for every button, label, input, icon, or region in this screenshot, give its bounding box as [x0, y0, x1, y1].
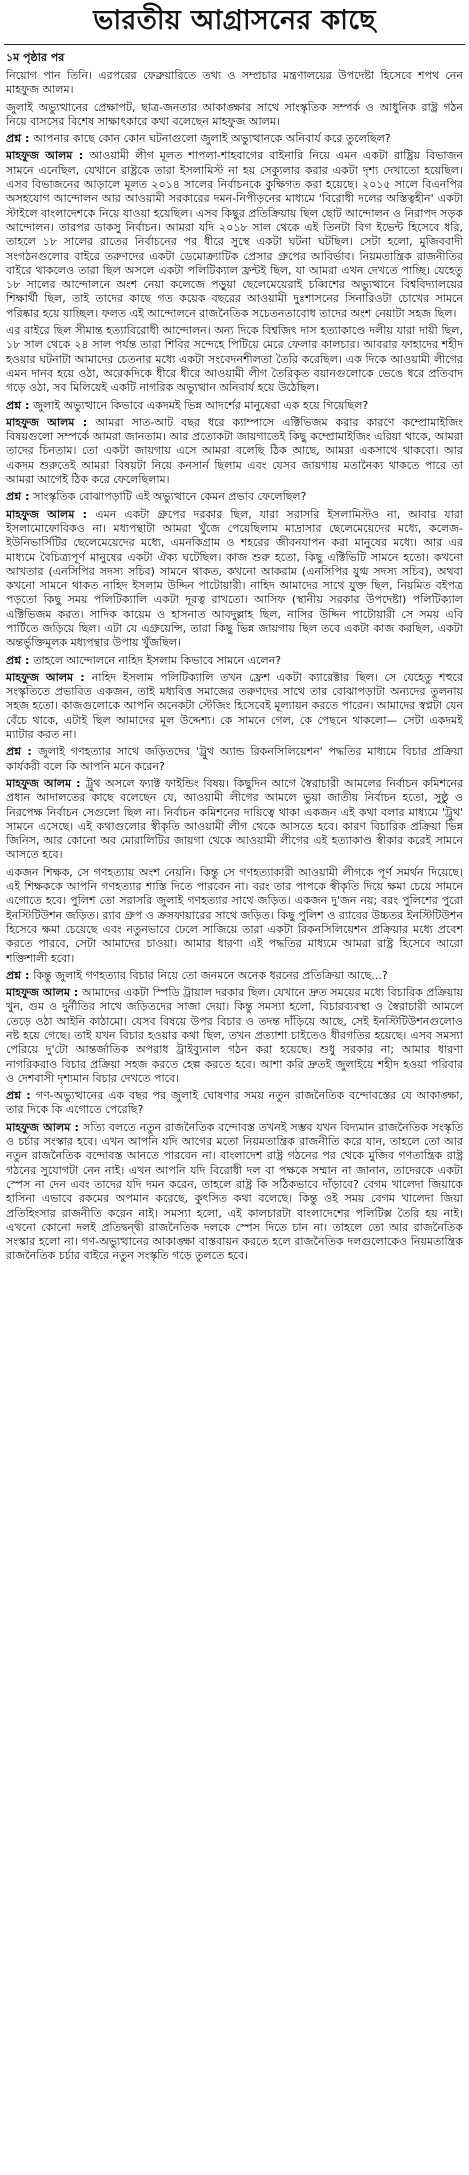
question-4	[6, 654, 463, 668]
answer-1-1	[6, 149, 463, 321]
answer-text: একজন শিক্ষক, সে গণহত্যায় অংশ নেয়নি। কিন্তু সে গণহত্যাকারী আওয়ামী লীগকে পূর্ণ সমর্থন দিয়েছে। এই শিক্ষককে আপনি গণহত্যার শাস্তি দিতে পারবেন না। বরং তার পাপকে স্বীকৃতি দিয়ে ক্ষমা চেয়ে সামনে এগোতে হবে। পুলিশ তো সরাসরি জুলাই গণহত্যার সাথে জড়িত। একজন দু'জন নয়; বরং পুলিশের পুরো ইনস্টিটিউশন জড়িত। র‍্যাব গ্রুপ ও ক্রসফায়ারের সাথে জড়িত। কিছু পুলিশ ও র‍্যাবের উচ্চতর ইনস্টিটিউশন হিসেবে ক্ষমা চেয়েছে এবং নতুনভাবে ঢেলে সাজিয়ে তারা একটা রিকনসিলিয়েশন প্রক্রিয়ার মধ্যে প্রবেশ করতে পারবে, সেটা আমাদের চাওয়া। আমার ধারণা এই পদ্ধতির মাধ্যমে আমরা রাষ্ট্র হিসেবে আরো শক্তিশালী হবো।	[6, 865, 463, 965]
answer-text: আমাদের একটা স্পিডি ট্রায়াল দরকার ছিল। যেখানে দ্রুত সময়ের মধ্যে বিচারিক প্রক্রিয়ায় খুন, গুম ও দুর্নীতির সাথে জড়িতদের সাজা দেয়া। কিন্তু সমস্যা হলো, বিচারব্যবস্থা ও স্বৈরাচারী আমলে তেড়ে ওঠা আইনি কাঠামো। যেসব বিষয়ে উপর বিচার ও তদন্ত দাঁড়িয়ে আছে, সেই ইনস্টিটিউশনগুলোও নষ্ট হয়ে গেছে। তাই যখন বিচার হওয়ার কথা ছিল, তখন প্রত্যাশা চাইতেও ধীরগতির হয়েছে। এসব সমস্যা পেরিয়ে দু'টো আন্তর্জাতিক অপরাধ ট্রাইব্যুনাল গঠন করা হয়েছে। শুধু সরকার না; আমার ধারণা নাগরিকরাও বিচার প্রক্রিয়া সহজ করতে হেল্প করতে হবে। আশা করি দ্রুতই জুলাইয়ে শহীদ হওয়া পরিবার ও দেশবাসী দৃশ্যমান বিচার দেখতে পাবে।	[6, 986, 463, 1085]
question-text: সাংস্কৃতিক বোঝাপড়াটি এই অভ্যুত্থানে কেমন প্রভাব ফেলেছিল?	[33, 490, 307, 504]
question-text: গণ-অভ্যুত্থানের এক বছর পর জুলাই ঘোষণার সময় নতুন রাজনৈতিক বন্দোবস্তের যে আকাঙ্ক্ষা, তার দিকে কি এগোতে পেরেছি?	[6, 1089, 463, 1117]
question-text: তাহলে আন্দোলনে নাহিদ ইসলাম কিভাবে সামনে এলেন?	[33, 653, 282, 667]
answer-6-1	[6, 986, 463, 1086]
question-label: প্রশ্ন :	[6, 653, 34, 667]
answer-label: মাহফুজ আলম :	[6, 1120, 84, 1134]
headline: ভারতীয় আগ্রাসনের কাছে	[93, 4, 376, 36]
intro-paragraph: নিয়োগ পান তিনি। এরপরের ফেব্রুয়ারিতে তথ্য ও সম্প্রচার মন্ত্রণালয়ের উপদেষ্টা হিসেবে শপথ নেন মাহফুজ আলম।	[6, 69, 463, 97]
question-label: প্রশ্ন :	[6, 132, 34, 146]
question-text: জুলাই গণহত্যার সাথে জড়িতদের 'ট্রুথ অ্যান্ড রিকনসিলিয়েশন' পদ্ধতির মাধ্যমে বিচার প্রক্রিয়া কার্যকরী বলে কি আপনি মনে করেন?	[6, 745, 463, 773]
answer-label: মাহফুজ আলম :	[6, 776, 86, 790]
answer-5-2	[6, 866, 463, 966]
interview-qa	[6, 132, 463, 1264]
answer-label: মাহফুজ আলম :	[6, 986, 82, 1000]
answer-label: মাহফুজ আলম :	[6, 415, 96, 429]
article-body	[0, 45, 469, 1264]
question-3	[6, 490, 463, 504]
answer-text: আমরা সাত-আট বছর ধরে ক্যাম্পাসে এক্টিভিজম করার কারণে কম্প্রোমাইজিং বিষয়গুলো সম্পর্কে আমরা জানতাম। আর প্রত্যেকটা জায়গাতেই কিছু কম্প্রোমাইজিং এরিয়া থাকে, আমরা তাদের চিনতাম। তো একটা জায়গায় এসে আমরা বলেছি ঠিক আছে, আমরা একসাথে থাকবো। আর একদম শুরুতেই আমরা বিষয়টা নিয়ে কনসার্ন ছিলাম এবং যেসব জায়গায় মতানৈক্য থাকতে পারে তা আমরা আগেই ঠিক করে ফেলেছিলাম।	[6, 415, 464, 487]
answer-3-1	[6, 508, 463, 651]
question-text: জুলাই অভ্যুত্থানে কিভাবে একদমই ভিন্ন আদর্শের মানুষেরা এক হয়ে গিয়েছিল?	[33, 398, 369, 412]
answer-label: মাহফুজ আলম :	[6, 507, 96, 521]
answer-7-1	[6, 1121, 463, 1264]
answer-1-2	[6, 324, 463, 395]
answer-label: মাহফুজ আলম :	[6, 149, 90, 163]
answer-4-1	[6, 671, 463, 742]
question-label: প্রশ্ন :	[6, 968, 34, 982]
answer-text: আওয়ামী লীগ মূলত শাপলা-শাহবাগের বাইনারি নিয়ে এমন একটা রাষ্ট্রিয় বিভাজন সামনে এনেছিল, যেখানে রাষ্ট্রকে তারা ইসলামিস্ট না হয় সেক্যুলার করার একটা দৃশ্য দেখাতো হয়েছিল। এসব বিভাজনের আড়ালে মূলত ২০১৪ সালের নির্বাচনকে কুক্ষিগত করা হয়েছে। ২০১৫ সালে বিএনপির অসহযোগ আন্দোলন আর আওয়ামী সরকারের দমন-নিপীড়নের মাধ্যমে 'বিরোধী দলের অস্তিত্বহীন' একটা স্টাইলে বাংলাদেশকে নিয়ে যাওয়া হয়েছিল। এসব কিছুর প্রতিক্রিয়ায় ছিল ছোট আন্দোলন ও নিরাপদ সড়ক আন্দোলন। তারপর ডাকসু নির্বাচন। আমরা যদি ২০১৮ সাল থেকে এই তিনটা বিগ ইভেন্ট হিসেবে ধরি, তাহলে ১৮ সালের রাতের নির্বাচনের পর ধীরে সুস্থে একটা ঘটনা ঘটছিল। সেটা হলো, মুজিববাদী সংগঠনগুলোর বাইরে তরুণদের একটা ডেমোক্র্যাটিক প্রেসার গ্রুপের আবির্ভাব। নিয়মতান্ত্রিক রাজনীতির বাইরে থাকলেও তারা ছিল অসলে একটা পলিটিক্যাল ফ্রন্টই ছিল, যা আমরা এখন দেখতে পাচ্ছি। যেহেতু ১৮ সালের আন্দোলনে অংশ নেয়া কলেজে পড়ুয়া ছেলেমেয়েরাই চব্বিশের অভ্যুত্থানে বিশ্ববিদ্যালয়ের শিক্ষার্থী ছিল, তাই তাদের কাছে গত কয়েক বছরের আওয়ামী দুঃশাসনের সিনারিওটা চোখের সামনে পরিষ্কার হয়ে যাচ্ছিল। ফলত এই আন্দোলনে রাজনৈতিক সচেতনতাবোধ তাদের অংশ নেয়াটা সহজ ছিল।	[6, 149, 463, 320]
question-text: আপনার কাছে কোন কোন ঘটনাগুলো জুলাই অভ্যুত্থানকে অনিবার্য করে তুলেছিল?	[33, 132, 391, 146]
question-1	[6, 132, 463, 146]
answer-label: মাহফুজ আলম :	[6, 670, 92, 684]
question-5	[6, 745, 463, 774]
answer-5-1	[6, 777, 463, 863]
question-7	[6, 1089, 463, 1118]
question-label: প্রশ্ন :	[6, 490, 34, 504]
answer-text: এমন একটা গ্রুপের দরকার ছিল, যারা সরাসরি ইসলামিস্টও না, আবার যারা ইসলামোফোবিকও না। মধ্যপন্থাটা আমরা খুঁজে পেয়েছিলাম মাদ্রাসার ছেলেমেয়েদের মধ্যে, কলেজ-ইউনিভার্সিটির ছেলেমেয়েদের মধ্যে, এমনকিগ্রাম ও শহরের জীবনযাপন করা মানুষের মধ্যে। আর এর মাধ্যমে বৈচিত্র্যপূর্ণ মানুষের একটা ঐক্য ঘটেছিল। কাজ শুরু হতো, কিছু এক্টিভিটি সামনে হতো। কখনো আখতার (এনসিপির সদস্য সচিব) সামনে থাকত, কখনো আকরাম (এনসিপির যুগ্ম সদস্য সচিব), অথবা কখনো সামনে থাকত নাহিদ ইসলাম উদ্দিন পাটোয়ারী। নাহিদ আমাদের সাথে যুক্ত ছিল, নিয়মিত বইপত্র পড়তো কিছু সময় পলিটিক্যালি একটা দূরত্ব রাখতো। আসিফ (স্থানীয় সরকার উপদেষ্টা) পলিটিক্যাল এক্টিভিজম করত। সাদিক কায়েম ও হাসনাত আবদুল্লাহ ছিল, নাসির উদ্দিন পাটোয়ারী সে সময় এবি পার্টিতে জড়িয়ে ছিল। এটা যে এগ্রুয়েন্সি, তারা কিছু ভিন্ন জায়গায় ছিল তবে একটা কাজ করছিল, একটা অন্তর্ভুক্তিমূলক মধ্যপন্থার উপায় খুঁজছিল।	[6, 507, 464, 650]
answer-2-1	[6, 416, 463, 487]
question-label: প্রশ্ন :	[6, 745, 38, 759]
answer-text: সত্যি বলতে নতুন রাজনৈতিক বন্দোবস্ত তখনই সম্ভব যখন বিদ্যমান রাজনৈতিক সংস্কৃতি ও চর্চার সংস্কার হবে। এখন আপনি যদি আগের মতো নিয়মতান্ত্রিক রাজনীতি করে যান, তাহলে তো আর নতুন রাজনৈতিক বন্দোবস্ত আনতে পারবেন না। বাংলাদেশ রাষ্ট্র গঠনের পর থেকে মুজিব গণতান্ত্রিক রাষ্ট্র গঠনের সুযোগটা নেন নাই। এখন আপনি যদি বিরোধী দল বা পক্ষকে সম্মান না জানান, তাদেরকে একটা স্পেস না দেন এবং তাদের যদি দমন করেন, তাহলে রাষ্ট্র কি সঠিকভাবে দাঁড়াবে? বেগম খালেদা জিয়াকে হাসিনা এভাবে রকমের অপমান করেছে, কুৎসিত কথা বলেছে। কিন্তু ওই সময় বেগম খালেদা জিয়া প্রতিহিংসার রাজনীতি করেন নাই। সমস্যা হলো, এই কালচারটা বাংলাদেশের পলিটিক্স তৈরি হয় নাই। এখনো কোনো দলই প্রতিদ্বন্দ্বী রাজনৈতিক দলকে স্পেস দিতে চান না। তাহলে তো আর রাজনৈতিক সংস্কার হলো না। গণ-অভ্যুত্থানের আকাঙ্ক্ষা বাস্তবায়ন করতে হলে রাজনৈতিক দলগুলোকেও নিয়মতান্ত্রিক রাজনৈতিক চর্চার বাইরে নতুন সংস্কৃতি গড়ে তুলতে হবে।	[6, 1120, 463, 1263]
question-text: কিন্তু জুলাই গণহত্যার বিচার নিয়ে তো জনমনে অনেক ধরনের প্রতিক্রিয়া আছে...?	[33, 968, 388, 982]
question-label: প্রশ্ন :	[6, 1089, 36, 1103]
answer-text: ট্রুথ অসলে ফ্যাক্ট ফাইন্ডিং বিষয়। কিছুদিন আগে স্বৈরাচারী আমলের নির্বাচন কমিশনের প্রধান আদালতের কাছে বলেছেন যে, আওয়ামী লীগের আমলে ভুয়া জাতীয় নির্বাচন হতো, সুষ্ঠু ও নিরপেক্ষ নির্বাচন সেগুলো ছিল না। নির্বাচন কমিশনের দায়িত্বে থাকা একজন এই কথা বলার মাধ্যমে 'ট্রুথ' সামনে এসেছে। এই কথাগুলোর স্বীকৃতি আওয়ামী লীগ থেকে আসতে হবে। কারণ বিচারিক প্রক্রিয়া ভিন্ন জিনিস, আর কোনো অব মোরালিটির জায়গা থেকে আওয়ামী লীগের এই হত্যাকাণ্ড স্বীকার করেই সামনে আসতে হবে।	[6, 776, 463, 862]
question-6	[6, 969, 463, 983]
answer-text: এর বাইরে ছিল সীমান্ত হত্যাবিরোধী আন্দোলন। অন্য দিকে বিশ্বজিৎ দাস হত্যাকাণ্ডে দলীয় যারা দায়ী ছিল, ১৮ সাল থেকে ২৪ সাল পর্যন্ত তারা শিবির সন্দেহে পিটিয়ে মেরে ফেলার কালচার। আবরার ফাহাদের শহীদ হওয়ার ঘটনাটা আমাদের চেতনার মধ্যে একটা সংবেদনশীলতা তৈরি করেছিল। এক দিকে আওয়ামী লীগের এমন দানব হয়ে ওঠা, অরেকদিকে ধীরে ধীরে আওয়ামী লীগ তৈরিকৃত বয়ানগুলোকে ভেঙে ধরে প্রতিবাদ গড়ে ওঠা, সব মিলিয়েই একটি নাগরিক অভ্যুত্থান অনিবার্য হয়ে উঠেছিল।	[6, 324, 463, 395]
lead-paragraph: জুলাই অভ্যুত্থানের প্রেক্ষাপট, ছাত্র-জনতার আকাঙ্ক্ষার সাথে সাংস্কৃতিক সম্পর্ক ও আধুনিক রাষ্ট্র গঠন নিয়ে বাসসের বিশেষ সাক্ষাৎকারে কথা বলেছেন মাহফুজ আলম।	[6, 100, 463, 128]
question-2	[6, 399, 463, 413]
answer-text: নাহিদ ইসলাম পলিটিক্যালি তখন ফ্রেশ একটা ক্যারেক্টার ছিল। সে যেহেতু শহুরে সংস্কৃতিতে প্রভাবিত একজন, তাই মধ্যবিত্ত সমাজের তরুণদের সাথে তার বোঝাপড়াটা অন্যদের তুলনায় সহজ হতো। কাজগুলোকে আপনি অনেকটা স্টেজিং হিসেবেই মূল্যায়ন করতে পারেন। আমাদের স্বপ্নটা যেন বেঁচে থাকে, এটাই ছিল আমাদের মূল উদ্দেশ্য। কে সামনে গেল, কে পেছনে থাকলো— সেটা একদমই ম্যাটার করত না।	[6, 670, 463, 742]
question-label: প্রশ্ন :	[6, 398, 34, 412]
continued-from: ১ম পৃষ্ঠার পর	[6, 51, 65, 64]
